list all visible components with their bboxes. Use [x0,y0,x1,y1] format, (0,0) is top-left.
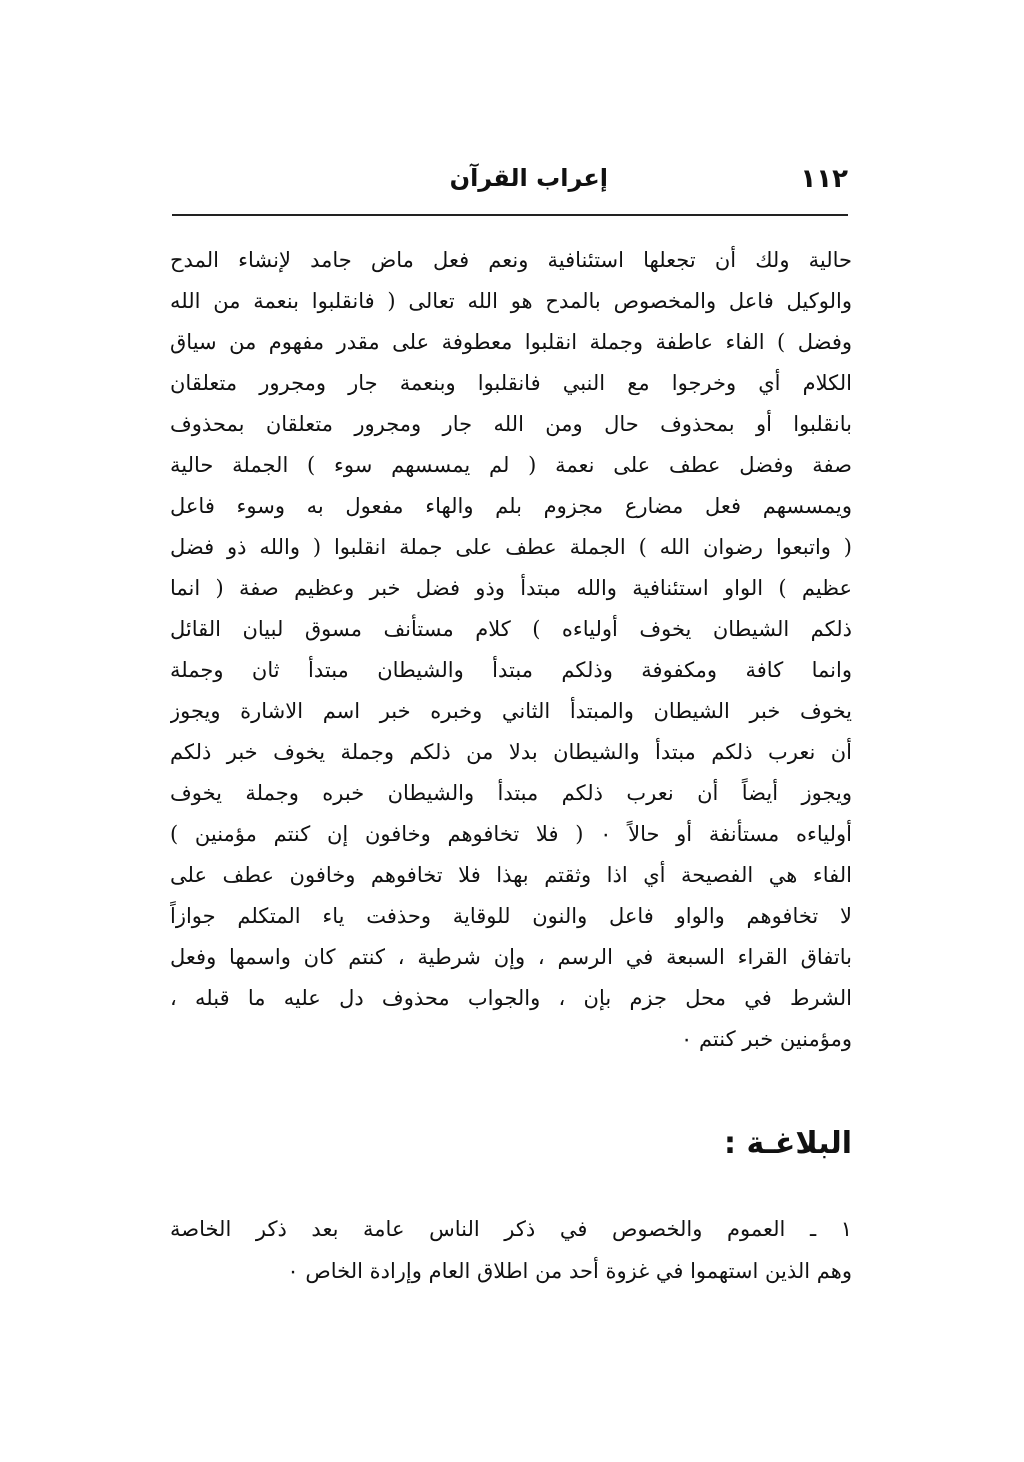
section-heading-balagha: البلاغـة : [724,1126,852,1161]
text-line: ومؤمنين خبر كنتم ٠ [680,1027,852,1051]
text-line: بانقلبوا أو بمحذوف حال ومن الله جار ومجرور متعلقان بمحذوف [170,412,852,436]
text-line: عظيم ) الواو استئنافية والله مبتدأ وذو فضل خبر وعظيم صفة ( انما [170,576,852,600]
header-rule [172,214,848,216]
page-header [172,160,848,204]
text-line: وانما كافة ومكفوفة وذلكم مبتدأ والشيطان مبتدأ ثان وجملة [170,658,852,682]
text-line: الفاء هي الفصيحة أي اذا وثقتم بهذا فلا تخافوهم وخافون عطف على [170,863,852,887]
text-line: وفضل ) الفاء عاطفة وجملة انقلبوا معطوفة على مقدر مفهوم من سياق [170,330,852,354]
text-line: الشرط في محل جزم بإن ، والجواب محذوف دل عليه ما قبله ، [170,986,852,1010]
text-line: ويمسسهم فعل مضارع مجزوم بلم والهاء مفعول به وسوء فاعل [170,494,852,518]
list-item-line: ١ ـ العموم والخصوص في ذكر الناس عامة بعد ذكر الخاصة [170,1217,852,1241]
list-item-line: وهم الذين استهموا في غزوة أحد من اطلاق العام وإرادة الخاص ٠ [287,1259,852,1283]
body-paragraph [170,240,852,1060]
text-line: ( واتبعوا رضوان الله ) الجملة عطف على جملة انقلبوا ( والله ذو فضل [170,535,852,559]
text-line: أن نعرب ذلكم مبتدأ والشيطان بدلا من ذلكم وجملة يخوف خبر ذلكم [170,740,852,764]
text-line: باتفاق القراء السبعة في الرسم ، وإن شرطية ، كنتم كان واسمها وفعل [170,945,852,969]
balagha-list [170,1208,852,1292]
text-line: صفة وفضل عطف على نعمة ( لم يمسسهم سوء ) الجملة حالية [170,453,852,477]
text-line: أولياءه مستأنفة أو حالاً ٠ ( فلا تخافوهم وخافون إن كنتم مؤمنين ) [170,822,852,846]
text-line: والوكيل فاعل والمخصوص بالمدح هو الله تعالى ( فانقلبوا بنعمة من الله [170,289,852,313]
text-line: يخوف خبر الشيطان والمبتدأ الثاني وخبره خبر اسم الاشارة ويجوز [170,699,852,723]
running-title: إعراب القرآن [449,164,608,192]
text-line: حالية ولك أن تجعلها استئنافية ونعم فعل ماض جامد لإنشاء المدح [170,248,852,272]
text-line: ويجوز أيضاً أن نعرب ذلكم مبتدأ والشيطان خبره وجملة يخوف [170,781,852,805]
page-number: ١١٢ [800,164,848,194]
text-line: لا تخافوهم والواو فاعل والنون للوقاية وحذفت ياء المتكلم جوازاً [170,904,852,928]
text-line: ذلكم الشيطان يخوف أولياءه ) كلام مستأنف مسوق لبيان القائل [170,617,852,641]
text-line: الكلام أي وخرجوا مع النبي فانقلبوا وبنعمة جار ومجرور متعلقان [170,371,852,395]
